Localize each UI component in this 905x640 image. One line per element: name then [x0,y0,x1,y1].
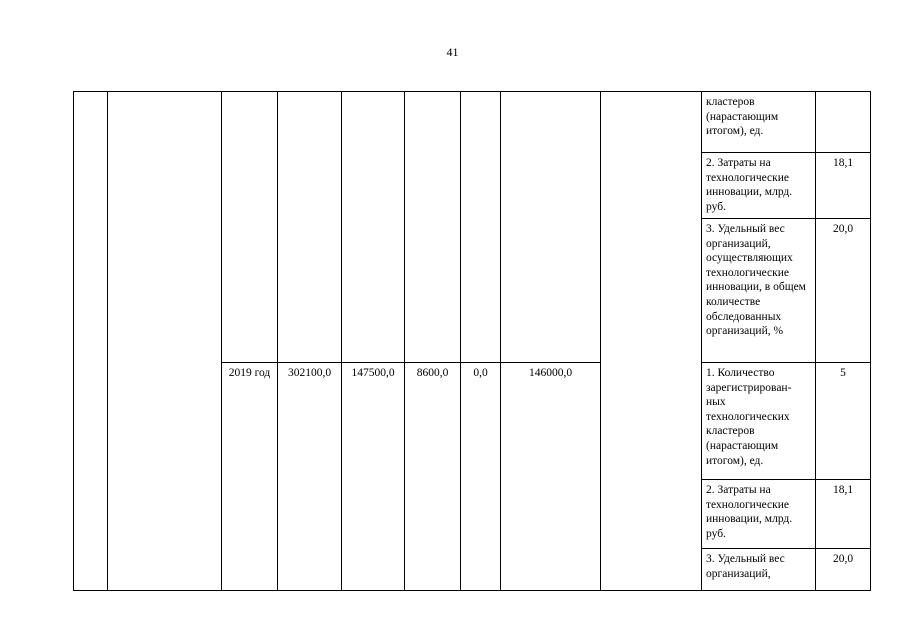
indicator-name-cell: 3. Удельный вес организаций, осуществляющих технологические инновации, в общем количестве обследованных организаций, % [702,219,816,363]
page-number: 41 [446,45,459,59]
indicator-name-cell: 1. Количество зарегистрирован-ных технологических кластеров (нарастающим итогом), ед. [702,363,816,480]
row-number-cell [74,92,108,591]
funding-other-cell [501,92,601,363]
year-cell: 2019 год [222,363,278,591]
funding-local-cell [461,92,501,363]
indicator-name-cell: кластеров (нарастающим итогом), ед. [702,92,816,153]
indicator-value-cell: 18,1 [816,153,871,219]
indicator-name-cell: 3. Удельный вес организаций, [702,549,816,591]
funding-total-cell [278,92,342,363]
program-name-cell [108,92,222,591]
funding-federal-cell [342,92,405,363]
indicator-value-cell: 20,0 [816,219,871,363]
program-table [73,91,871,591]
funding-regional-cell: 8600,0 [405,363,461,591]
funding-local-cell: 0,0 [461,363,501,591]
funding-regional-cell [405,92,461,363]
indicator-value-cell [816,92,871,153]
funding-total-cell: 302100,0 [278,363,342,591]
funding-federal-cell: 147500,0 [342,363,405,591]
funding-other-cell: 146000,0 [501,363,601,591]
table-row [74,92,871,153]
indicator-name-cell: 2. Затраты на технологические инновации, млрд. руб. [702,480,816,549]
executor-cell [601,92,702,591]
indicator-value-cell: 5 [816,363,871,480]
indicator-value-cell: 18,1 [816,480,871,549]
indicator-value-cell: 20,0 [816,549,871,591]
indicator-name-cell: 2. Затраты на технологические инновации, млрд. руб. [702,153,816,219]
year-cell [222,92,278,363]
